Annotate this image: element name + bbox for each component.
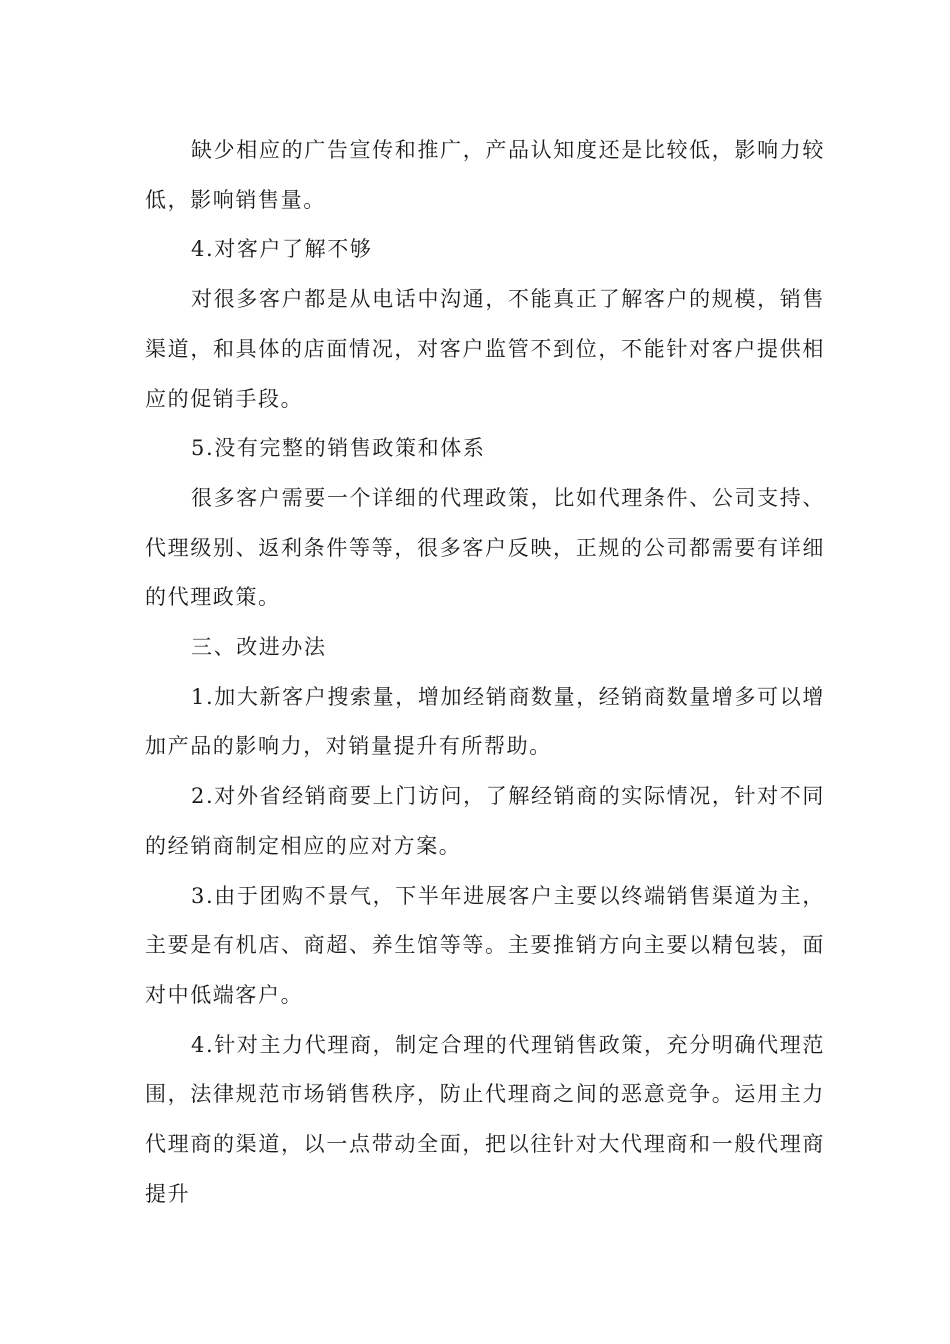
improvement-item-1: 1.加大新客户搜索量，增加经销商数量，经销商数量增多可以增加产品的影响力，对销量提升有所帮助。 xyxy=(145,684,825,759)
paragraph-3: 很多客户需要一个详细的代理政策，比如代理条件、公司支持、代理级别、返利条件等等，很多客户反映，正规的公司都需要有详细的代理政策。 xyxy=(145,485,825,610)
section-heading-5: 5.没有完整的销售政策和体系 xyxy=(191,436,486,461)
paragraph-1: 缺少相应的广告宣传和推广，产品认知度还是比较低，影响力较低，影响销售量。 xyxy=(145,138,825,212)
improvement-item-4: 4.针对主力代理商，制定合理的代理销售政策，充分明确代理范围，法律规范市场销售秩序，防止代理商之间的恶意竞争。运用主力代理商的渠道，以一点带动全面，把以往针对大代理商和一般代理商提升 xyxy=(145,1032,825,1206)
section-heading-improvements: 三、改进办法 xyxy=(191,635,327,660)
paragraph-2: 对很多客户都是从电话中沟通，不能真正了解客户的规模，销售渠道，和具体的店面情况，对客户监管不到位，不能针对客户提供相应的促销手段。 xyxy=(145,287,825,411)
improvement-item-3: 3.由于团购不景气，下半年进展客户主要以终端销售渠道为主，主要是有机店、商超、养生馆等等。主要推销方向主要以精包装，面对中低端客户。 xyxy=(145,883,825,1007)
document-body xyxy=(145,126,825,1219)
section-heading-4: 4.对客户了解不够 xyxy=(191,237,373,262)
improvement-item-2: 2.对外省经销商要上门访问，了解经销商的实际情况，针对不同的经销商制定相应的应对方案。 xyxy=(145,784,825,858)
